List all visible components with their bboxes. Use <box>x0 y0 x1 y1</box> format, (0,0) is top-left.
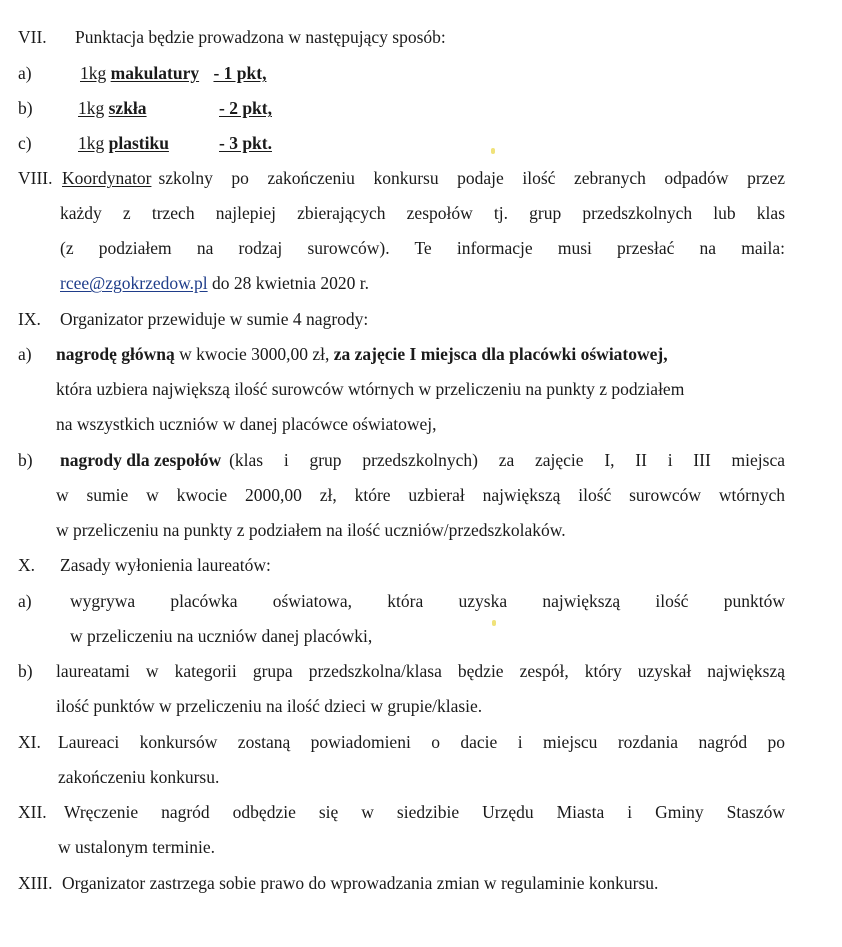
main-prize-title: nagrodę główną <box>56 344 175 364</box>
coordinator-word: Koordynator <box>62 168 152 188</box>
scoring-material: szkła <box>108 98 147 118</box>
scoring-amount: 1kg <box>78 98 105 118</box>
section-viii-line-3: (z podziałem na rodzaj surowców). Te informacje musi przesłać na maila: <box>60 238 785 258</box>
section-xii-line-1: Wręczenie nagród odbędzie się w siedzibie Urzędu Miasta i Gminy Staszów <box>64 802 785 822</box>
scoring-item-a <box>80 62 266 84</box>
rule-b-line-2: ilość punktów w przeliczeniu na ilość dzieci w grupie/klasie. <box>56 696 483 716</box>
section-viii-line-1-rest: szkolny po zakończeniu konkursu podaje ilość zebranych odpadów przez <box>158 168 785 188</box>
scoring-item-b <box>78 97 272 119</box>
rule-a-label: a) <box>18 591 32 611</box>
team-prize-title: nagrody dla zespołów <box>60 450 222 470</box>
section-viii-line-1 <box>62 167 785 189</box>
prize-a-line-1 <box>56 343 668 365</box>
prize-a-label: a) <box>18 344 32 364</box>
main-prize-amount: w kwocie 3000,00 zł, <box>179 344 330 364</box>
section-ix-text: Organizator przewiduje w sumie 4 nagrody: <box>60 309 369 329</box>
prize-a-line-2: która uzbiera największą ilość surowców wtórnych w przeliczeniu na punkty z podziałem <box>56 379 685 399</box>
prize-a-line-3: na wszystkich uczniów w danej placówce oświatowej, <box>56 414 437 434</box>
scoring-amount: 1kg <box>80 63 107 83</box>
scoring-item-c-label: c) <box>18 133 32 153</box>
scan-speck <box>491 148 495 154</box>
section-xi-line-2: zakończeniu konkursu. <box>58 767 220 787</box>
section-xiii-text: Organizator zastrzega sobie prawo do wprowadzania zmian w regulaminie konkursu. <box>62 873 659 893</box>
section-xi-line-1: Laureaci konkursów zostaną powiadomieni o dacie i miejscu rozdania nagród po <box>58 732 785 752</box>
scoring-item-c <box>78 132 272 154</box>
deadline-text: do 28 kwietnia 2020 r. <box>212 273 369 293</box>
scoring-material: makulatury <box>110 63 200 83</box>
prize-b-line-1 <box>60 449 785 471</box>
rule-a-line-2: w przeliczeniu na uczniów danej placówki, <box>70 626 373 646</box>
section-xii-number: XII. <box>18 802 47 822</box>
scoring-points: - 3 pkt. <box>219 133 272 153</box>
scoring-points: - 1 pkt, <box>213 63 267 83</box>
section-viii-line-2: każdy z trzech najlepiej zbierających zespołów tj. grup przedszkolnych lub klas <box>60 203 785 223</box>
rule-b-line-1: laureatami w kategorii grupa przedszkolna/klasa będzie zespół, który uzyskał największą <box>56 661 785 681</box>
prize-b-label: b) <box>18 450 33 470</box>
scoring-item-b-label: b) <box>18 98 33 118</box>
prize-b-line-2: w sumie w kwocie 2000,00 zł, które uzbierał największą ilość surowców wtórnych <box>56 485 785 505</box>
scoring-item-a-label: a) <box>18 63 32 83</box>
scoring-material: plastiku <box>108 133 169 153</box>
scoring-points: - 2 pkt, <box>219 98 272 118</box>
section-x-text: Zasady wyłonienia laureatów: <box>60 555 271 575</box>
scoring-amount: 1kg <box>78 133 105 153</box>
section-xiii-number: XIII. <box>18 873 53 893</box>
section-viii-number: VIII. <box>18 168 53 188</box>
coordinator-email-link[interactable]: rcee@zgokrzedow.pl <box>60 273 208 293</box>
main-prize-condition: za zajęcie I miejsca dla placówki oświatowej, <box>333 344 668 364</box>
rule-a-line-1: wygrywa placówka oświatowa, która uzyska największą ilość punktów <box>70 591 785 611</box>
section-vii-number: VII. <box>18 27 47 47</box>
rule-b-label: b) <box>18 661 33 681</box>
scan-speck <box>492 620 496 626</box>
section-xii-line-2: w ustalonym terminie. <box>58 837 215 857</box>
section-x-number: X. <box>18 555 36 575</box>
section-vii-text: Punktacja będzie prowadzona w następujący sposób: <box>75 27 446 47</box>
team-prize-rest: (klas i grup przedszkolnych) za zajęcie I, II i III miejsca <box>229 450 785 470</box>
section-ix-number: IX. <box>18 309 41 329</box>
section-xi-number: XI. <box>18 732 41 752</box>
prize-b-line-3: w przeliczeniu na punkty z podziałem na ilość uczniów/przedszkolaków. <box>56 520 566 540</box>
section-viii-line-4 <box>60 272 369 294</box>
